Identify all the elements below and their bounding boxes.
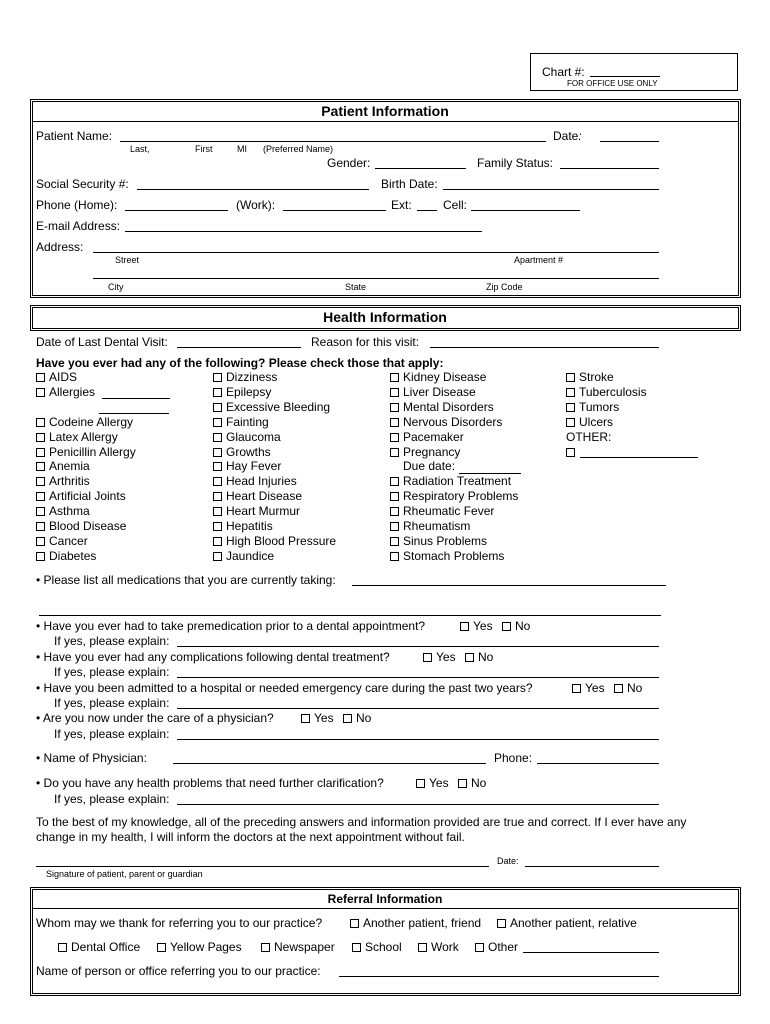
checkbox-icon (213, 552, 222, 561)
condition-label: Ulcers (579, 414, 614, 429)
phone-work-label: (Work): (236, 198, 276, 212)
checkbox-icon (566, 418, 575, 427)
date-field[interactable] (600, 141, 659, 142)
condition-item[interactable] (213, 416, 269, 428)
cell-field[interactable] (471, 210, 580, 211)
allergies-field-2[interactable] (99, 413, 169, 414)
clarification-explain-label: If yes, please explain: (54, 792, 170, 806)
gender-label: Gender: (327, 156, 371, 170)
checkbox-icon (213, 433, 222, 442)
checkbox-icon (390, 403, 399, 412)
referral-work-option[interactable] (418, 941, 459, 953)
checkbox-icon (213, 448, 222, 457)
condition-label: Pregnancy (403, 444, 461, 459)
checkbox-icon (350, 919, 359, 928)
ext-field[interactable] (417, 210, 437, 211)
city-sub: City (108, 282, 124, 292)
reason-label: Reason for this visit: (311, 335, 420, 349)
signature-label: Signature of patient, parent or guardian (46, 869, 203, 879)
checkbox-icon (213, 418, 222, 427)
referral-yellow-option[interactable] (157, 941, 242, 953)
referral-newspaper-option[interactable] (261, 941, 335, 953)
condition-label: Epilepsy (226, 384, 272, 399)
condition-item[interactable] (213, 475, 297, 487)
chart-number-label: Chart #: (542, 65, 585, 79)
condition-item[interactable] (36, 460, 90, 472)
yellow-label: Yellow Pages (170, 940, 242, 954)
referral-title: Referral Information (327, 892, 443, 906)
zip-sub: Zip Code (486, 282, 523, 292)
condition-item[interactable] (36, 371, 77, 383)
birth-date-field[interactable] (443, 189, 659, 190)
last-visit-label: Date of Last Dental Visit: (36, 335, 168, 349)
physician-care-question: • Are you now under the care of a physician? (36, 711, 274, 725)
condition-label: Hepatitis (226, 519, 273, 533)
reason-field[interactable] (430, 347, 659, 348)
chart-number-field[interactable] (590, 76, 660, 77)
checkbox-icon (475, 943, 484, 952)
signature-field[interactable] (36, 866, 489, 867)
condition-label: Arthritis (49, 474, 90, 489)
no-label: No (515, 619, 531, 633)
condition-label: Sinus Problems (403, 533, 488, 548)
checkbox-icon (497, 919, 506, 928)
yes-label: Yes (585, 681, 605, 695)
physician-phone-label: Phone: (494, 751, 533, 765)
condition-label: Asthma (49, 504, 90, 519)
condition-label: Heart Disease (226, 489, 303, 504)
checkbox-icon (390, 418, 399, 427)
medications-field-2[interactable] (39, 615, 661, 616)
patient-name-label: Patient Name: (36, 129, 113, 143)
condition-label: Glaucoma (226, 429, 281, 444)
condition-label: Diabetes (49, 548, 97, 563)
checkbox-icon (213, 462, 222, 471)
family-status-field[interactable] (560, 168, 659, 169)
condition-item[interactable] (390, 490, 518, 502)
checkbox-icon (36, 507, 45, 516)
ssn-label: Social Security #: (36, 177, 129, 191)
condition-label: Allergies (49, 384, 96, 399)
checkbox-icon (213, 403, 222, 412)
referral-thank-label: Whom may we thank for referring you to our practice? (36, 916, 323, 930)
referral-person-label: Name of person or office referring you to our practice: (36, 964, 321, 978)
condition-item[interactable] (566, 401, 619, 413)
complications-explain-label: If yes, please explain: (54, 665, 170, 679)
medications-field[interactable] (352, 585, 666, 586)
sub-last: Last, (130, 144, 150, 154)
checkbox-icon (460, 622, 469, 631)
clarification-explain-field[interactable] (177, 804, 659, 805)
complications-question: • Have you ever had any complications following dental treatment? (36, 650, 390, 664)
condition-label: Rheumatism (403, 519, 471, 533)
condition-item[interactable] (213, 460, 281, 472)
premed-yes[interactable] (460, 620, 493, 632)
dental-label: Dental Office (71, 940, 141, 954)
condition-label: AIDS (49, 370, 78, 384)
phone-home-label: Phone (Home): (36, 198, 118, 212)
condition-item[interactable] (213, 446, 271, 458)
checkbox-icon (36, 448, 45, 457)
condition-label: OTHER: (566, 429, 612, 444)
yes-label: Yes (436, 650, 456, 664)
date-label (553, 130, 582, 142)
complications-yes[interactable] (423, 651, 456, 663)
checkbox-icon (343, 714, 352, 723)
condition-label: Rheumatic Fever (403, 504, 495, 519)
checkbox-icon (566, 388, 575, 397)
physician-name-field[interactable] (173, 763, 486, 764)
hospital-yes[interactable] (572, 682, 605, 694)
checkbox-icon (36, 388, 45, 397)
checkbox-icon (213, 537, 222, 546)
condition-item[interactable] (213, 520, 273, 532)
checkbox-icon (390, 552, 399, 561)
condition-item[interactable] (566, 386, 647, 398)
checkbox-icon (58, 943, 67, 952)
checkbox-icon (465, 653, 474, 662)
condition-item[interactable] (36, 535, 88, 547)
checkbox-icon (390, 537, 399, 546)
checkbox-icon (36, 418, 45, 427)
checkbox-icon (390, 388, 399, 397)
condition-item[interactable] (36, 475, 90, 487)
condition-item[interactable] (390, 446, 460, 458)
condition-label: Cancer (49, 533, 88, 548)
checkbox-icon (502, 622, 511, 631)
premed-question: • Have you ever had to take premedication prior to a dental appointment? (36, 619, 426, 633)
family-status-label: Family Status: (477, 156, 554, 170)
address-label: Address: (36, 240, 84, 254)
physician-care-explain-field[interactable] (177, 739, 659, 740)
patient-title-rule (33, 121, 738, 122)
referral-dental-option[interactable] (58, 941, 140, 953)
checkbox-icon (458, 779, 467, 788)
condition-item[interactable] (36, 490, 126, 502)
condition-item[interactable] (36, 416, 133, 428)
checkbox-icon (36, 433, 45, 442)
check-prompt: Have you ever had any of the following? Please check those that apply: (36, 356, 444, 370)
condition-item[interactable] (390, 371, 486, 383)
condition-item[interactable] (36, 520, 126, 532)
condition-item[interactable] (36, 386, 95, 398)
checkbox-icon (566, 403, 575, 412)
checkbox-icon (301, 714, 310, 723)
sub-mi: MI (237, 144, 247, 154)
newspaper-label: Newspaper (274, 940, 335, 954)
yes-label: Yes (473, 619, 493, 633)
checkbox-icon (352, 943, 361, 952)
checkbox-icon (213, 477, 222, 486)
condition-item[interactable] (390, 535, 487, 547)
apartment-sub: Apartment # (514, 255, 564, 265)
checkbox-icon (572, 684, 581, 693)
checkbox-icon (390, 522, 399, 531)
state-sub: State (345, 282, 367, 292)
referral-other-option[interactable] (475, 941, 518, 953)
street-field[interactable] (93, 252, 659, 253)
condition-label: Head Injuries (226, 474, 297, 489)
no-label: No (356, 711, 372, 725)
condition-item[interactable] (213, 386, 271, 398)
condition-label: Mental Disorders (403, 399, 494, 414)
checkbox-icon (614, 684, 623, 693)
complications-explain-field[interactable] (177, 677, 659, 678)
condition-item[interactable] (213, 550, 274, 562)
checkbox-icon (261, 943, 270, 952)
signature-date-label: Date: (497, 856, 519, 866)
birth-date-label: Birth Date: (381, 177, 438, 191)
work-label: Work (431, 940, 459, 954)
checkbox-icon (423, 653, 432, 662)
condition-item[interactable] (566, 416, 613, 428)
checkbox-icon (418, 943, 427, 952)
condition-item[interactable] (390, 416, 502, 428)
relative-label: Another patient, relative (510, 916, 637, 930)
condition-label: Liver Disease (403, 384, 476, 399)
checkbox-icon (36, 492, 45, 501)
no-label: No (471, 776, 487, 790)
cell-label: Cell: (443, 198, 468, 212)
city-state-zip-field[interactable] (93, 278, 659, 279)
medications-question: • Please list all medications that you are currently taking: (36, 573, 336, 587)
office-use-note: FOR OFFICE USE ONLY (567, 79, 658, 88)
condition-item (403, 460, 455, 472)
checkbox-icon (157, 943, 166, 952)
condition-label: Penicillin Allergy (49, 444, 136, 459)
condition-label: Nervous Disorders (403, 414, 503, 429)
condition-item[interactable] (213, 505, 300, 517)
condition-label: Anemia (49, 459, 90, 474)
premed-no[interactable] (502, 620, 530, 632)
condition-item[interactable] (213, 535, 336, 547)
hospital-explain-field[interactable] (177, 708, 659, 709)
checkbox-icon (213, 388, 222, 397)
sub-preferred: (Preferred Name) (263, 144, 334, 154)
checkbox-icon (213, 507, 222, 516)
other-label: Other (488, 940, 519, 954)
email-field[interactable] (125, 231, 482, 232)
no-label: No (627, 681, 643, 695)
condition-item[interactable] (36, 431, 118, 443)
condition-label: Fainting (226, 414, 269, 429)
condition-label: Radiation Treatment (403, 474, 512, 489)
condition-label: Latex Allergy (49, 429, 118, 444)
date-colon: : (578, 129, 582, 143)
condition-item[interactable] (213, 401, 330, 413)
yes-label: Yes (314, 711, 334, 725)
checkbox-icon (390, 448, 399, 457)
condition-item[interactable] (390, 386, 476, 398)
condition-item[interactable] (213, 431, 281, 443)
patient-info-title: Patient Information (321, 103, 449, 119)
sub-first: First (195, 144, 213, 154)
condition-label: Excessive Bleeding (226, 399, 331, 414)
checkbox-icon (36, 537, 45, 546)
checkbox-icon (36, 552, 45, 561)
physician-name-label: • Name of Physician: (36, 751, 147, 765)
checkbox-icon (390, 507, 399, 516)
condition-item[interactable] (390, 550, 504, 562)
other-field[interactable] (580, 457, 698, 458)
condition-label: High Blood Pressure (226, 533, 337, 548)
checkbox-icon (416, 779, 425, 788)
gender-field[interactable] (375, 168, 466, 169)
condition-item (566, 431, 611, 443)
condition-item[interactable] (390, 431, 464, 443)
checkbox-icon (213, 522, 222, 531)
condition-item[interactable] (390, 401, 494, 413)
premed-explain-field[interactable] (177, 646, 659, 647)
complications-no[interactable] (465, 651, 493, 663)
condition-label: Kidney Disease (403, 370, 487, 384)
checkbox-icon (36, 477, 45, 486)
referral-title-rule (33, 908, 738, 909)
ext-label: Ext: (391, 198, 412, 212)
street-sub: Street (115, 255, 140, 265)
phone-home-field[interactable] (125, 210, 228, 211)
referral-friend-option[interactable] (350, 917, 481, 929)
hospital-explain-label: If yes, please explain: (54, 696, 170, 710)
patient-info-section (30, 99, 741, 298)
checkbox-icon (36, 462, 45, 471)
condition-label: Tumors (579, 399, 620, 414)
allergies-field[interactable] (102, 398, 170, 399)
clarification-question: • Do you have any health problems that need further clarification? (36, 776, 384, 790)
condition-item[interactable] (36, 446, 136, 458)
condition-label: Growths (226, 444, 271, 459)
condition-item[interactable] (36, 505, 90, 517)
condition-label: Respiratory Problems (403, 489, 519, 504)
condition-label: Blood Disease (49, 519, 127, 533)
last-visit-field[interactable] (177, 347, 301, 348)
signature-date-field[interactable] (525, 866, 659, 867)
condition-label: Pacemaker (403, 429, 464, 444)
condition-label: Codeine Allergy (49, 414, 134, 429)
condition-label: Stroke (579, 370, 614, 384)
yes-label: Yes (429, 776, 449, 790)
physician-care-yes[interactable] (301, 712, 334, 724)
clarification-no[interactable] (458, 777, 486, 789)
condition-label: Dizziness (226, 370, 278, 384)
other-checkbox[interactable] (566, 446, 579, 458)
condition-label: Tuberculosis (579, 384, 647, 399)
condition-item[interactable] (213, 371, 277, 383)
physician-care-explain-label: If yes, please explain: (54, 727, 170, 741)
attestation-line-2: change in my health, I will inform the doctors at the next appointment without fail. (36, 830, 465, 844)
condition-item[interactable] (566, 371, 614, 383)
condition-item[interactable] (390, 475, 511, 487)
referral-other-field[interactable] (523, 952, 659, 953)
condition-item[interactable] (390, 520, 470, 532)
friend-label: Another patient, friend (363, 916, 482, 930)
date-label-text: Date (553, 129, 579, 143)
condition-label: Heart Murmur (226, 504, 301, 519)
condition-label: Stomach Problems (403, 548, 505, 563)
ssn-field[interactable] (137, 189, 369, 190)
email-label: E-mail Address: (36, 219, 121, 233)
condition-label: Due date: (403, 459, 456, 474)
referral-relative-option[interactable] (497, 917, 637, 929)
checkbox-icon (213, 492, 222, 501)
school-label: School (365, 940, 402, 954)
checkbox-icon (390, 492, 399, 501)
referral-school-option[interactable] (352, 941, 402, 953)
checkbox-icon (36, 373, 45, 382)
phone-work-field[interactable] (283, 210, 386, 211)
due-date-field[interactable] (459, 473, 521, 474)
no-label: No (478, 650, 494, 664)
checkbox-icon (390, 477, 399, 486)
checkbox-icon (390, 373, 399, 382)
patient-name-field[interactable] (120, 141, 546, 142)
checkbox-icon (390, 433, 399, 442)
hospital-no[interactable] (614, 682, 642, 694)
premed-explain-label: If yes, please explain: (54, 634, 170, 648)
condition-label: Artificial Joints (49, 489, 126, 504)
physician-phone-field[interactable] (537, 763, 659, 764)
checkbox-icon (566, 373, 575, 382)
condition-label: Jaundice (226, 548, 275, 563)
condition-label: Hay Fever (226, 459, 282, 474)
health-info-title: Health Information (323, 309, 447, 325)
attestation-line-1: To the best of my knowledge, all of the preceding answers and information provided are true and correct. If I ever have any (36, 815, 687, 829)
checkbox-icon (36, 522, 45, 531)
hospital-question: • Have you been admitted to a hospital or needed emergency care during the past two years? (36, 681, 533, 695)
condition-item[interactable] (36, 550, 96, 562)
physician-care-no[interactable] (343, 712, 371, 724)
condition-item[interactable] (390, 505, 494, 517)
referral-person-field[interactable] (339, 976, 659, 977)
checkbox-icon (213, 373, 222, 382)
clarification-yes[interactable] (416, 777, 449, 789)
condition-item[interactable] (213, 490, 302, 502)
